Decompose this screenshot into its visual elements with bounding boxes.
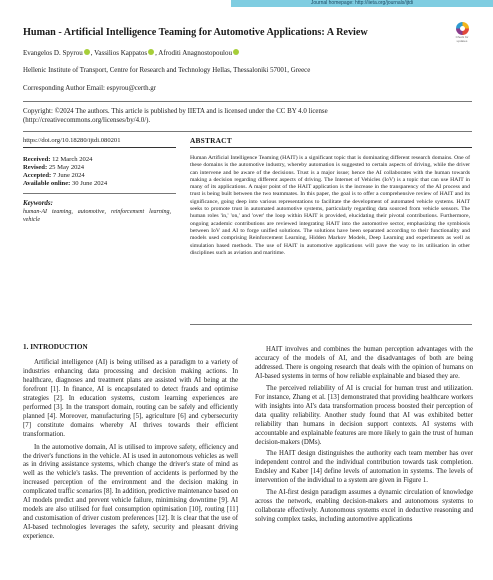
section-heading-introduction: 1. INTRODUCTION bbox=[23, 343, 88, 351]
affiliation: Hellenic Institute of Transport, Centre for Research and Technology Hellas, Thessaloniki 57001, Greece bbox=[23, 67, 311, 74]
doi-link[interactable]: https://doi.org/10.18280/ijtdi.080201 bbox=[23, 137, 121, 144]
divider bbox=[23, 101, 472, 102]
orcid-icon[interactable] bbox=[84, 49, 90, 55]
divider bbox=[23, 131, 472, 132]
paragraph: The perceived reliability of AI is crucial for human trust and utilization. For instance, Zhang et al. [13] demonstrated that providing healthcare workers with insights into AI's data transformation process boosted their perception of data quality reliability. Another study found that AI was exhibited better reliability than humans in decision support contexts. AI systems with accountable and explainable features are more likely to gain the trust of human decision-makers (DMs). bbox=[255, 384, 473, 446]
check-for-updates-icon bbox=[456, 22, 469, 35]
copyright-notice: Copyright: ©2024 The authors. This article is published by IIETA and is licensed under the CC BY 4.0 license (http://creativecommons.org/licenses/by/4.0/). bbox=[23, 108, 328, 124]
orcid-icon[interactable] bbox=[148, 49, 154, 55]
paper-title: Human - Artificial Intelligence Teaming for Automotive Applications: A Review bbox=[23, 27, 368, 38]
author-list: Evangelos D. Spyrou , Vassilios Kappatos , Afroditi Anagnostopoulou bbox=[23, 49, 240, 57]
journal-homepage-banner bbox=[231, 0, 493, 7]
history-received: Received: 12 March 2024 bbox=[23, 156, 93, 163]
abstract-body: Human Artificial Intelligence Teaming (HAIT) is a significant topic that is dominating different research domains. One of these domains is the automotive industry, whereby automation is suggested to certain aspects of driving, while the driver can intervene and be aware of the decisions. Trust is a major issue; hence the AI collaborates with the human towards making a decision regarding different aspects of driving. The Internet of Vehicles (IoV) is a topic that can use HAIT in many of its applications. A major point of the HAIT application is the increase in the transparency of the AI process and trust is being built between the two teammates. In this paper, the goal is to offer a comprehensive review of HAIT and its significance, going deep into various representations to facilitate the development of automated vehicle systems. HAIT seeks to promote trust in automated automotive systems, particularly regarding data sourced from vehicle sensors. The human roles 'in,' 'on,' and 'over' the loop within HAIT is provided, elucidating their pivotal contributions. Furthermore, ongoing academic contributions are reviewed integrating HAIT into the automotive sector, emphasizing the symbiosis between IoV and AI to forge unified solutions. The solutions have been separated according to their functionality and models used comprising Reinforcement Learning, Hidden Markov Models, Deep Learning and experiments as well as simulation based methods. The use of HAIT in automotive applications will pave the way to its utilisation in other disciplines such as aviation and maritime. bbox=[190, 155, 470, 256]
keywords-list: human-AI teaming, automotive, reinforcement learning, vehicle bbox=[23, 209, 171, 223]
corresponding-author[interactable]: Corresponding Author Email: espyrou@certh.gr bbox=[23, 85, 157, 92]
keywords-heading: Keywords: bbox=[23, 200, 53, 207]
paragraph: The HAIT design distinguishes the authority each team member has over independent control and the individual contribution towards task completion. Endsley and Kaber [14] define levels of automation in systems. The levels of intervention of the individual to a system are given in Figure 1. bbox=[255, 450, 473, 485]
paragraph: Artificial intelligence (AI) is being utilised as a paradigm to a variety of industries enhancing data processing and decision making actions. In healthcare, diagnoses and treatment plans are assisted with AI being at the forefront [1]. In finance, AI is encapsulated to detect frauds and optimise strategies [2]. In education systems, custom learning experiences are performed [3]. In the transport domain, routing can be safely and efficiently planned [4]. Moreover, manufacturing [5], agriculture [6] and cybersecurity [7] constitute domains whereby AI thrives towards their efficient transformation. bbox=[23, 359, 238, 438]
divider bbox=[23, 193, 176, 194]
divider bbox=[23, 147, 176, 148]
paragraph: In the automotive domain, AI is utilised to improve safety, efficiency and the driver's functions in the vehicle. AI is used in autonomous vehicles as well as in driving assistance systems, which change the driver's state of mind as well as the vehicle's tasks. The prevention of accidents is performed by the increased perception of the environment and the decision making in complicated traffic scenarios [8]. In addition, predictive maintenance based on AI models predict and prevent vehicle failure, minimising downtime [9]. AI models are also utilised for fuel consumption optimisation [10], routing [11] and customisation of driver custom preferences [12]. It is clear that the use of AI-based technologies leverages the safety, security and pleasant driving experience. bbox=[23, 443, 238, 541]
author-name: Evangelos D. Spyrou bbox=[23, 49, 83, 57]
journal-homepage-text: Journal homepage: http://iieta.org/journals/ijtdi bbox=[310, 0, 414, 6]
divider bbox=[190, 324, 472, 325]
check-for-updates-badge[interactable] bbox=[452, 22, 472, 45]
body-column-left bbox=[23, 359, 238, 546]
badge-text-line-1: Check for bbox=[455, 35, 469, 39]
paragraph: HAIT involves and combines the human perception advantages with the accuracy of the models of AI, and the disadvantages of both are being addressed. There is ongoing research that deals with the opinion of humans on AI-based systems in terms of how reliable explainable and biased they are. bbox=[255, 346, 473, 380]
orcid-icon[interactable] bbox=[233, 49, 239, 55]
author-name: Vassilios Kappatos bbox=[94, 49, 148, 57]
history-accepted: Accepted: 7 June 2024 bbox=[23, 172, 85, 180]
abstract-heading: ABSTRACT bbox=[190, 136, 232, 145]
divider bbox=[190, 147, 472, 148]
article-history bbox=[23, 156, 107, 188]
history-available: Available online: 30 June 2024 bbox=[23, 180, 108, 188]
body-column-right bbox=[255, 346, 473, 528]
author-name: Afroditi Anagnostopoulou bbox=[158, 49, 232, 57]
paragraph: The AI-first design paradigm assumes a dynamic circulation of knowledge across the network, enabling decision-makers and autonomous systems to collaborate effectively. Autonomous systems excel in deductive reasoning and solving complex tasks, including automotive applications bbox=[255, 489, 473, 524]
badge-text-line-2: updates bbox=[456, 39, 468, 44]
history-revised: Revised: 25 May 2024 bbox=[23, 164, 85, 172]
